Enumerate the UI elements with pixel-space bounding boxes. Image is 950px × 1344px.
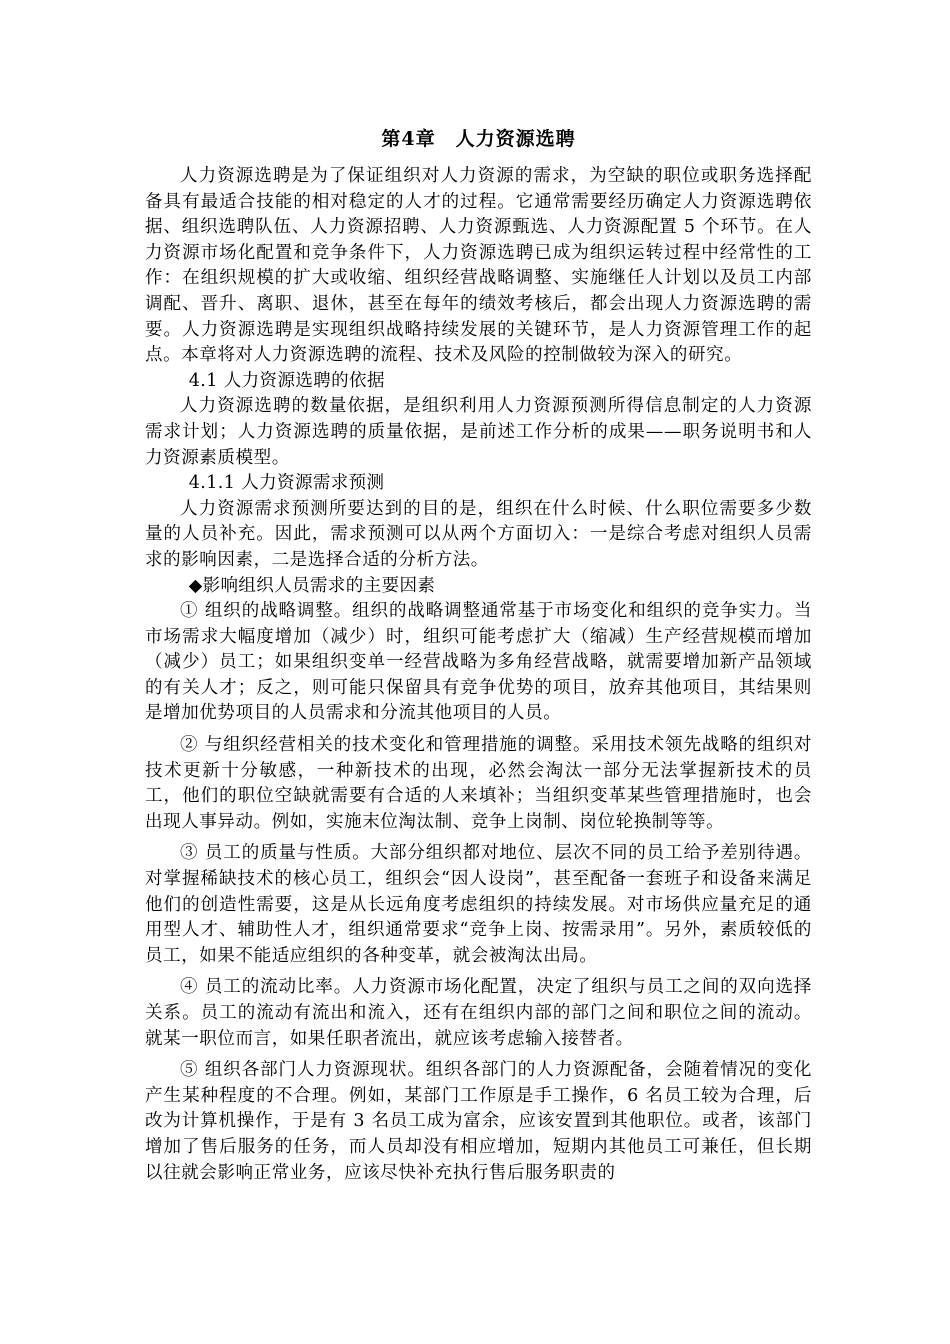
section-4-1-paragraph: 人力资源选聘的数量依据，是组织利用人力资源预测所得信息制定的人力资源需求计划；人力资源选聘的质量依据，是前述工作分析的成果——职务说明书和人力资源素质模型。 — [145, 396, 812, 468]
chapter-title: 第4章 人力资源选聘 — [381, 128, 576, 150]
factors-heading: ◆影响组织人员需求的主要因素 — [188, 575, 436, 596]
factor-paragraph-5: ⑤ 组织各部门人力资源现状。组织各部门的人力资源配备，会随着情况的变化产生某种程度的不合理。例如，某部门工作原是手工操作，6 名员工较为合理，后改为计算机操作，于是有 3 名员工成为富余，应该安置到其他职位。或者，该部门增加了售后服务的任务，而人员却没有相应增加，短期内其他员工可兼任，但长期以往就会影响正常业务，应该尽快补充执行售后服务职责的 — [145, 1060, 812, 1183]
factor-paragraph-2: ② 与组织经营相关的技术变化和管理措施的调整。采用技术领先战略的组织对技术更新十分敏感，一种新技术的出现，必然会淘汰一部分无法掌握新技术的员工，他们的职位空缺就需要有合适的人来填补；当组织变革某些管理措施时，也会出现人事异动。例如，实施末位淘汰制、竞争上岗制、岗位轮换制等等。 — [145, 735, 812, 832]
document-page — [145, 126, 812, 1186]
factor-paragraph-4: ④ 员工的流动比率。人力资源市场化配置，决定了组织与员工之间的双向选择关系。员工的流动有流出和流入，还有在组织内部的部门之间和职位之间的流动。就某一职位而言，如果任职者流出，就应该考虑输入接替者。 — [145, 977, 812, 1049]
section-heading-4-1-1: 4.1.1 人力资源需求预测 — [188, 473, 385, 494]
section-4-1-1-paragraph: 人力资源需求预测所要达到的目的是，组织在什么时候、什么职位需要多少数量的人员补充。因此，需求预测可以从两个方面切入：一是综合考虑对组织人员需求的影响因素，二是选择合适的分析方法。 — [145, 498, 812, 570]
factor-paragraph-1: ① 组织的战略调整。组织的战略调整通常基于市场变化和组织的竞争实力。当市场需求大幅度增加（减少）时，组织可能考虑扩大（缩减）生产经营规模而增加（减少）员工；如果组织变单一经营战略为多角经营战略，就需要增加新产品领域的有关人才；反之，则可能只保留具有竞争优势的项目，放弃其他项目，其结果则是增加优势项目的人员需求和分流其他项目的人员。 — [145, 601, 812, 724]
factor-paragraph-3: ③ 员工的质量与性质。大部分组织都对地位、层次不同的员工给予差别待遇。对掌握稀缺技术的核心员工，组织会“因人设岗”，甚至配备一套班子和设备来满足他们的创造性需要，这是从长远角度考虑组织的持续发展。对市场供应量充足的通用型人才、辅助性人才，组织通常要求“竞争上岗、按需录用”。另外，素质较低的员工，如果不能适应组织的各种变革，就会被淘汰出局。 — [145, 843, 812, 966]
intro-paragraph: 人力资源选聘是为了保证组织对人力资源的需求，为空缺的职位或职务选择配备具有最适合技能的相对稳定的人才的过程。它通常需要经历确定人力资源选聘依据、组织选聘队伍、人力资源招聘、人力资源甄选、人力资源配置 5 个环节。在人力资源市场化配置和竞争条件下，人力资源选聘已成为组织运转过程中经常性的工作：在组织规模的扩大或收缩、组织经营战略调整、实施继任人计划以及员工内部调配、晋升、离职、退休，甚至在每年的绩效考核后，都会出现人力资源选聘的需要。人力资源选聘是实现组织战略持续发展的关键环节，是人力资源管理工作的起点。本章将对人力资源选聘的流程、技术及风险的控制做较为深入的研究。 — [145, 166, 812, 366]
section-heading-4-1: 4.1 人力资源选聘的依据 — [188, 370, 385, 391]
